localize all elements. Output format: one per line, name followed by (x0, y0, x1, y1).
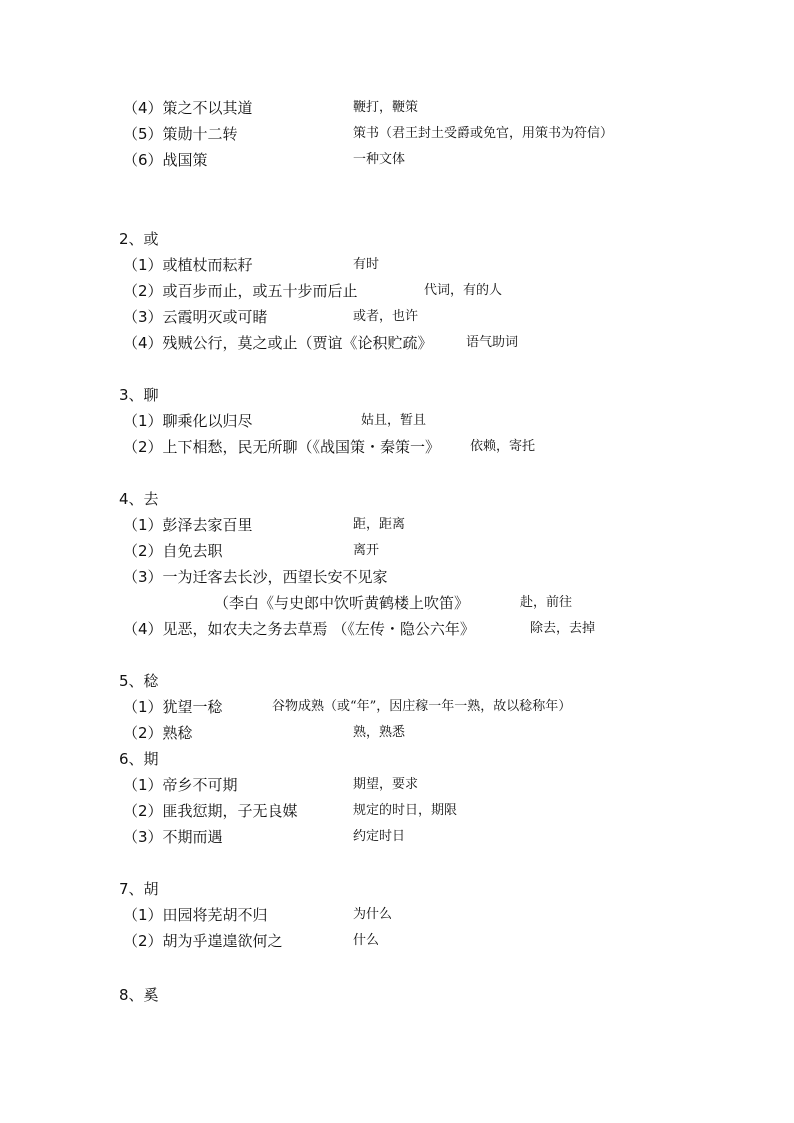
entry-text: （4）见恶，如农夫之务去草焉 （《左传・隐公六年》 (123, 620, 475, 638)
entry-text: （4）策之不以其道 (123, 99, 253, 117)
entry-definition: 姑且，暂且 (361, 413, 427, 428)
entry-text: （4）残贼公行，莫之或止（贾谊《论积贮疏》 (123, 334, 433, 352)
entry-definition: 距，距离 (353, 517, 406, 532)
entry-text: （5）策勋十二转 (123, 125, 238, 143)
entry-definition: 依赖，寄托 (470, 439, 536, 454)
entry-text: （1）彭泽去家百里 (123, 516, 253, 534)
entry-text: （2）胡为乎遑遑欲何之 (123, 932, 283, 950)
entry-text: （2）熟稔 (123, 724, 193, 742)
section-heading: 6、期 (119, 750, 159, 768)
entry-definition: 除去，去掉 (530, 621, 596, 636)
entry-text: （1）或植杖而耘耔 (123, 256, 253, 274)
entry-definition: 规定的时日，期限 (353, 803, 458, 818)
section-heading: 3、聊 (119, 386, 159, 404)
entry-text: （1）聊乘化以归尽 (123, 412, 253, 430)
entry-definition: 期望，要求 (353, 777, 419, 792)
entry-definition: 谷物成熟（或“年”，因庄稼一年一熟，故以稔称年） (272, 699, 572, 714)
entry-definition: 离开 (353, 543, 380, 558)
entry-text: （1）犹望一稔 (123, 698, 223, 716)
section-heading: 7、胡 (119, 880, 159, 898)
entry-definition: 有时 (353, 257, 380, 272)
entry-definition: 什么 (353, 933, 380, 948)
entry-text: （3）不期而遇 (123, 828, 223, 846)
entry-text: （2）上下相愁，民无所聊（《战国策・秦策一》 (123, 438, 441, 456)
entry-definition: 约定时日 (353, 829, 406, 844)
section-heading: 8、奚 (119, 986, 159, 1004)
entry-definition: 为什么 (353, 907, 393, 922)
entry-text: （1）帝乡不可期 (123, 776, 238, 794)
entry-text: （1）田园将芜胡不归 (123, 906, 268, 924)
entry-text: （3）一为迁客去长沙，西望长安不见家 (123, 568, 388, 586)
entry-source: （李白《与史郎中饮听黄鹤楼上吹笛》 (214, 594, 470, 612)
entry-definition: 代词，有的人 (424, 283, 503, 298)
entry-text: （2）匪我愆期，子无良媒 (123, 802, 298, 820)
entry-definition: 语气助词 (466, 335, 519, 350)
entry-definition: 策书（君王封土受爵或免官，用策书为符信） (353, 126, 614, 141)
section-heading: 2、或 (119, 230, 159, 248)
entry-definition: 熟，熟悉 (353, 725, 406, 740)
entry-definition: 或者，也许 (353, 309, 419, 324)
entry-text: （2）自免去职 (123, 542, 223, 560)
section-heading: 5、稔 (119, 672, 159, 690)
entry-text: （3）云霞明灭或可睹 (123, 308, 268, 326)
section-heading: 4、去 (119, 490, 159, 508)
entry-definition: 赴，前往 (520, 595, 573, 610)
entry-text: （2）或百步而止，或五十步而后止 (123, 282, 358, 300)
entry-definition: 鞭打，鞭策 (353, 100, 419, 115)
entry-text: （6）战国策 (123, 151, 208, 169)
entry-definition: 一种文体 (353, 152, 406, 167)
